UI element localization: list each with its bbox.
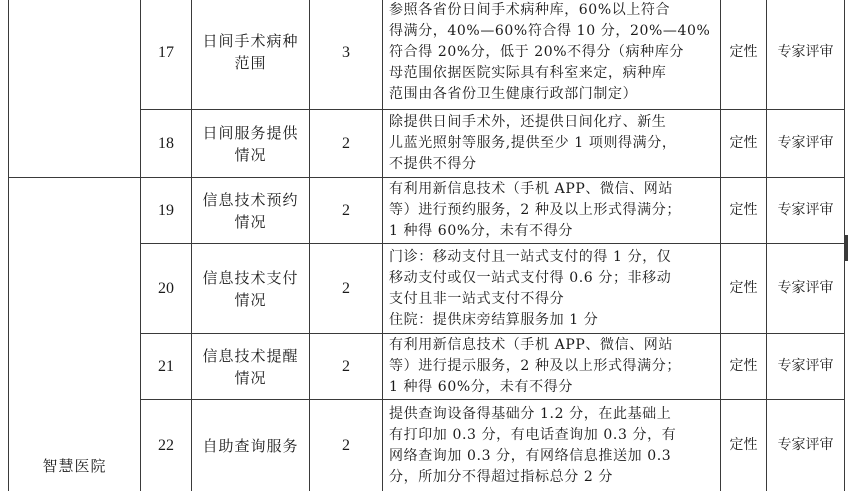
criteria-line: 等）进行提示服务，2 种及以上形式得满分； (389, 358, 681, 374)
score: 2 (310, 244, 383, 334)
score: 3 (310, 0, 383, 110)
criteria-line: 范围由各省份卫生健康行政部门制定） (389, 85, 638, 102)
evaluation-method: 专家评审 (767, 0, 845, 110)
evaluation-method: 专家评审 (767, 334, 845, 400)
criteria-line: 不提供不得分 (389, 156, 477, 172)
item-name-line: 情况 (234, 145, 267, 164)
index-type: 定性 (721, 400, 767, 491)
item-name (192, 178, 310, 244)
evaluation-method: 专家评审 (767, 400, 845, 491)
item-name-line: 自助查询服务 (202, 436, 299, 455)
criteria-line: 除提供日间手术外，还提供日间化疗、新生 (389, 114, 667, 130)
row-number: 21 (141, 334, 192, 400)
criteria-line: 母范围依据医院实际具有科室来定，病种库 (389, 64, 667, 81)
criteria-line: 等）进行预约服务，2 种及以上形式得满分； (389, 202, 681, 218)
item-name (192, 110, 310, 178)
evaluation-method: 专家评审 (767, 110, 845, 178)
table-row (9, 0, 845, 110)
criteria-line: 门诊：移动支付且一站式支付的得 1 分，仅 (389, 248, 672, 265)
item-name-line: 情况 (234, 212, 267, 231)
criteria-line: 住院：提供床旁结算服务加 1 分 (389, 311, 599, 328)
item-name (192, 244, 310, 334)
score: 2 (310, 178, 383, 244)
criteria-line: 1 种得 60%分，未有不得分 (389, 379, 573, 395)
criteria (383, 178, 721, 244)
criteria-line: 支付且非一站式支付不得分 (389, 290, 565, 307)
row-number: 19 (141, 178, 192, 244)
evaluation-method: 专家评审 (767, 244, 845, 334)
index-type: 定性 (721, 0, 767, 110)
item-name-line: 信息技术提醒 (202, 346, 299, 365)
index-type: 定性 (721, 244, 767, 334)
category-cell-smart-hospital: 智慧医院 (9, 178, 141, 491)
criteria (383, 400, 721, 491)
score: 2 (310, 110, 383, 178)
item-name-line: 范围 (234, 54, 267, 72)
item-name-line: 信息技术预约 (202, 190, 299, 209)
criteria-line: 网络查询加 0.3 分，有网络信息推送加 0.3 (389, 447, 672, 464)
criteria (383, 244, 721, 334)
criteria-line: 得满分，40%—60%符合得 10 分，20%—40% (389, 22, 711, 39)
row-number: 20 (141, 244, 192, 334)
criteria-line: 移动支付或仅一站式支付得 0.6 分；非移动 (389, 269, 672, 286)
criteria (383, 110, 721, 178)
row-number: 22 (141, 400, 192, 491)
criteria-line: 1 种得 60%分，未有不得分 (389, 223, 573, 239)
item-name-line: 情况 (234, 290, 267, 309)
row-number: 18 (141, 110, 192, 178)
item-name-line: 情况 (234, 368, 267, 387)
index-type: 定性 (721, 178, 767, 244)
table-row (9, 178, 845, 244)
item-name (192, 400, 310, 491)
item-name-line: 日间服务提供 (202, 123, 299, 142)
criteria-line: 儿蓝光照射等服务,提供至少 1 项则得满分， (389, 135, 677, 151)
item-name (192, 0, 310, 110)
criteria-line: 有利用新信息技术（手机 APP、微信、网站 (389, 181, 673, 197)
index-type: 定性 (721, 110, 767, 178)
criteria-line: 提供查询设备得基础分 1.2 分，在此基础上 (389, 405, 672, 422)
criteria-line: 分，所加分不得超过指标总分 2 分 (389, 468, 614, 485)
index-type: 定性 (721, 334, 767, 400)
item-name (192, 334, 310, 400)
criteria-line: 有利用新信息技术（手机 APP、微信、网站 (389, 337, 673, 353)
item-name-line: 日间手术病种 (202, 32, 299, 50)
evaluation-table (8, 0, 845, 491)
category-cell-upper (9, 0, 141, 178)
row-number: 17 (141, 0, 192, 110)
criteria-line: 有打印加 0.3 分，有电话查询加 0.3 分，有 (389, 426, 677, 443)
item-name-line: 信息技术支付 (202, 268, 299, 287)
criteria-line: 参照各省份日间手术病种库，60%以上符合 (389, 1, 671, 18)
evaluation-method: 专家评审 (767, 178, 845, 244)
criteria (383, 0, 721, 110)
score: 2 (310, 334, 383, 400)
score: 2 (310, 400, 383, 491)
criteria (383, 334, 721, 400)
criteria-line: 符合得 20%分，低于 20%不得分（病种库分 (389, 43, 684, 60)
